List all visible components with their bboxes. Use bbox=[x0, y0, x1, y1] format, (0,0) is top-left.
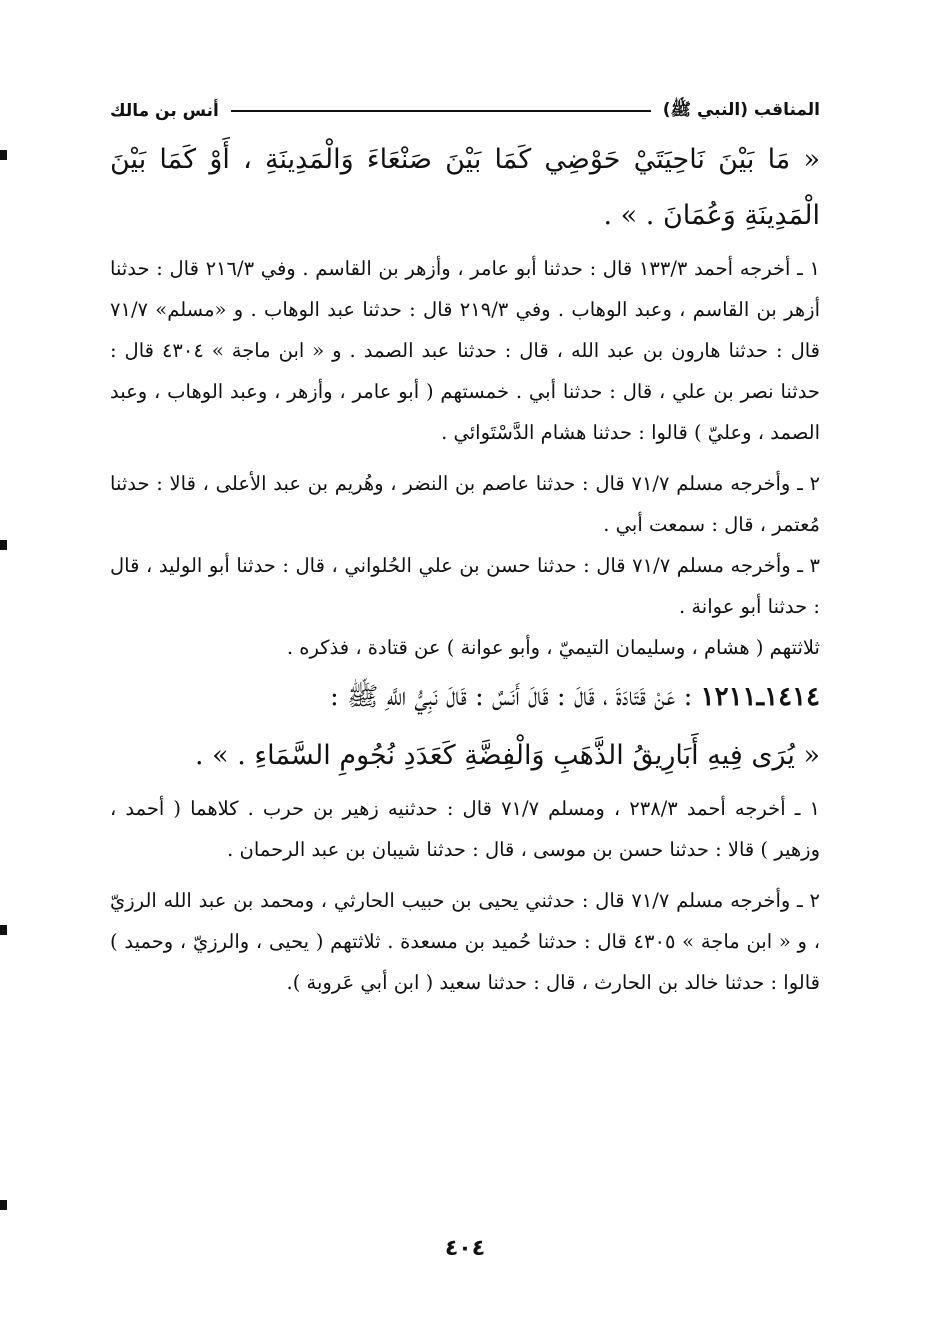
note-1-4: ثلاثتهم ( هشام ، وسليمان التيميّ ، وأبو عوانة ) عن قتادة ، فذكره . bbox=[286, 636, 820, 659]
note-1-1: ١ ـ أخرجه أحمد ١٣٣/٣ قال : حدثنا أبو عامر ، وأزهر بن القاسم . وفي ٢١٦/٣ قال : حدثنا أزهر بن القاسم ، وعبد الوهاب . وفي ٢١٩/٣ قال : حدثنا عبد الوهاب . و «مسلم» ٧١/٧ قال : حدثنا هارون بن عبد الله ، قال : حدثنا عبد الصمد . و « ابن ماجة » ٤٣٠٤ قال : حدثنا نصر بن علي ، قال : حدثنا أبي . خمستهم ( أبو عامر ، وأزهر ، وعبد الوهاب ، وعبد الصمد ، وعليّ ) قالوا : حدثنا هشام الدَّسْتَوائي . bbox=[110, 257, 821, 444]
note-2-2: ٢ ـ وأخرجه مسلم ٧١/٧ قال : حدثني يحيى بن حبيب الحارثي ، ومحمد بن عبد الله الرزيّ ، و « ابن ماجة » ٤٣٠٥ قال : حدثنا حُميد بن مسعدة . ثلاثتهم ( يحيى ، والرزيّ ، وحميد ) قالوا : حدثنا خالد بن الحارث ، قال : حدثنا سعيد ( ابن أبي عَروبة ). bbox=[110, 889, 820, 994]
hadith-isnad: : عَنْ قَتَادَةَ ، قَالَ : قَالَ أَنَسٌ : قَالَ نَبِيُّ اللَّهِ ﷺ : bbox=[329, 682, 701, 712]
scan-edge-mark bbox=[0, 925, 7, 935]
header-chapter: المناقب (النبي ﷺ) bbox=[662, 99, 820, 120]
hadith-text-1: « مَا بَيْنَ نَاحِيَتَيْ حَوْضِي كَمَا بَيْنَ صَنْعَاءَ وَالْمَدِينَةِ ، أَوْ كَمَا بَيْنَ الْمَدِينَةِ وَعُمَانَ . » . bbox=[110, 144, 820, 231]
header-rule bbox=[231, 110, 651, 112]
note-1-2: ٢ ـ وأخرجه مسلم ٧١/٧ قال : حدثنا عاصم بن النضر ، وهُريم بن عبد الأعلى ، قالا : حدثنا مُعتمر ، قال : سمعت أبي . bbox=[110, 472, 820, 536]
note-1-3: ٣ ـ وأخرجه مسلم ٧١/٧ قال : حدثنا حسن بن علي الحُلواني ، قال : حدثنا أبو الوليد ، قال : حدثنا أبو عوانة . bbox=[110, 554, 820, 618]
scan-edge-mark bbox=[0, 150, 7, 160]
page-number: ٤٠٤ bbox=[444, 1236, 486, 1261]
hadith-number: ١٤١٤ـ١٢١١ bbox=[700, 682, 820, 712]
note-2-1: ١ ـ أخرجه أحمد ٢٣٨/٣ ، ومسلم ٧١/٧ قال : حدثنيه زهير بن حرب . كلاهما ( أحمد ، وزهير ) قالا : حدثنا حسن بن موسى ، قال : حدثنا شيبان بن عبد الرحمان . bbox=[110, 797, 820, 861]
book-page bbox=[110, 96, 820, 1326]
header-narrator: أنس بن مالك bbox=[110, 101, 219, 121]
hadith-text-2: « يُرَى فِيهِ أَبَارِيقُ الذَّهَبِ وَالْفِضَّةِ كَعَدَدِ نُجُومِ السَّمَاءِ . » . bbox=[195, 740, 820, 771]
hadith-heading-2 bbox=[110, 670, 820, 724]
running-header bbox=[110, 96, 820, 126]
scan-edge-mark bbox=[0, 540, 7, 550]
scan-edge-mark bbox=[0, 1200, 7, 1210]
